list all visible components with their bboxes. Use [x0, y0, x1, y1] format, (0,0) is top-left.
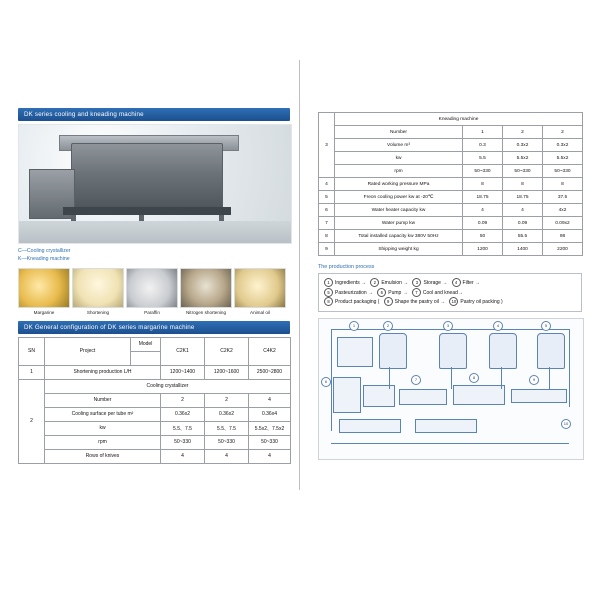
cell-v1: 8 — [463, 178, 503, 191]
step-number: 10 — [449, 297, 458, 306]
cell-v3: 50~330 — [543, 165, 583, 178]
header-c2k2: C2K2 — [205, 337, 249, 365]
cell-v2: 18.75 — [503, 191, 543, 204]
step-text: Product packaging ( — [335, 298, 380, 305]
cell-item: rpm — [335, 165, 463, 178]
cell-c2k1: 2 — [161, 393, 205, 407]
step-text: Cool and knead→ — [422, 289, 463, 296]
thumbnail-caption: Shortening — [86, 309, 110, 315]
header-c2k1: C2K1 — [161, 337, 205, 365]
flow-tank — [489, 333, 517, 369]
cell-c2k2: 5.5、7.5 — [205, 421, 249, 435]
cell-sn: 1 — [19, 365, 45, 379]
cell-v1: 1200 — [463, 243, 503, 256]
flow-callout: 9 — [529, 375, 539, 385]
cell-item: Freon cooling power kw at -20℃ — [335, 191, 463, 204]
cell-v3: 8 — [543, 178, 583, 191]
cell-project: Cooling surface per tube m² — [45, 407, 161, 421]
step-number: 4 — [452, 278, 461, 287]
table-row — [19, 421, 291, 435]
production-process-list — [318, 273, 582, 312]
photo-legend — [18, 248, 290, 264]
legend-line-c: C—Cooling crystallizer — [18, 248, 71, 254]
step-text: Filter → — [462, 279, 481, 286]
thumbnail-image — [72, 268, 124, 308]
cell-v3: 98 — [543, 230, 583, 243]
flow-machine-head — [337, 337, 373, 367]
flow-callout: 2 — [383, 321, 393, 331]
cell-item: Water pump kw — [335, 217, 463, 230]
cell-c2k1: 5.5、7.5 — [161, 421, 205, 435]
thumbnail-image — [18, 268, 70, 308]
cell-sn: 6 — [319, 204, 335, 217]
cell-c2k1: 1200~1400 — [161, 365, 205, 379]
flow-base-frame — [415, 419, 477, 433]
flow-callout: 5 — [541, 321, 551, 331]
step-text: Storage → — [423, 279, 448, 286]
table-row — [19, 435, 291, 449]
thumbnail-caption: Paraffin — [144, 309, 160, 315]
cell-c4k2: 2500~2800 — [249, 365, 291, 379]
cell-sn: 3 — [319, 113, 335, 178]
thumbnail-animal-oil — [234, 268, 286, 315]
step-text: Shape the pastry oil → — [394, 298, 446, 305]
cell-v1: 0.3 — [463, 139, 503, 152]
cell-item: kw — [335, 152, 463, 165]
cell-c4k2: 4 — [249, 449, 291, 463]
configuration-table — [18, 337, 291, 464]
cell-v3: 5.5x2 — [543, 152, 583, 165]
cell-project: Cooling crystallizer — [45, 379, 291, 393]
cell-v3: 37.5 — [543, 191, 583, 204]
flow-pipe — [569, 329, 570, 407]
specification-table — [318, 112, 583, 256]
table-row — [319, 165, 583, 178]
table-row — [19, 365, 291, 379]
flow-callout: 4 — [493, 321, 503, 331]
flow-callout: 8 — [469, 373, 479, 383]
machine-body — [71, 143, 223, 209]
photo-floor — [19, 221, 291, 243]
step-number: 2 — [370, 278, 379, 287]
step-text: Pastry oil packing ) — [460, 298, 503, 305]
cell-item: Number — [335, 126, 463, 139]
thumbnail-nitrogen-shortening — [180, 268, 232, 315]
cell-v3: 2200 — [543, 243, 583, 256]
cell-sn: 9 — [319, 243, 335, 256]
header-project: Project — [45, 337, 131, 365]
cell-project: Shortening production L/H — [45, 365, 161, 379]
config-title-bar: DK General configuration of DK series margarine machine — [18, 321, 290, 334]
cell-item: Total installed capacity kw 380V 50Hz — [335, 230, 463, 243]
table-row — [319, 217, 583, 230]
cell-v2: 0.3x2 — [503, 139, 543, 152]
cell-c2k1: 0.36x2 — [161, 407, 205, 421]
table-row — [319, 152, 583, 165]
table-row — [319, 139, 583, 152]
table-row — [19, 393, 291, 407]
header-model-blank — [131, 351, 161, 365]
table-row — [19, 407, 291, 421]
cell-v1: 50~330 — [463, 165, 503, 178]
left-column — [18, 108, 290, 464]
machine-base — [63, 207, 231, 215]
cell-item: Water heater capacity kw — [335, 204, 463, 217]
cell-v3: 0.09x2 — [543, 217, 583, 230]
flow-callout: 7 — [411, 375, 421, 385]
step-text: Ingredients → — [335, 279, 367, 286]
flow-pipe — [549, 367, 550, 389]
cell-item: Shipping weight kg — [335, 243, 463, 256]
cell-v2: 5.5x2 — [503, 152, 543, 165]
flow-tank — [439, 333, 467, 369]
cell-item: Volume m³ — [335, 139, 463, 152]
flow-pipe — [331, 329, 332, 431]
cell-project: Number — [45, 393, 161, 407]
flow-callout: 3 — [443, 321, 453, 331]
step-text: Emulsion → — [381, 279, 409, 286]
cell-c2k1: 4 — [161, 449, 205, 463]
thumbnail-image — [180, 268, 232, 308]
thumbnail-caption: Nitrogen shortening — [185, 309, 227, 315]
cell-sn: 8 — [319, 230, 335, 243]
flow-callout: 10 — [561, 419, 571, 429]
table-row — [319, 126, 583, 139]
cell-c4k2: 5.5x2、7.5x2 — [249, 421, 291, 435]
cell-v1: 1 — [463, 126, 503, 139]
right-column — [318, 112, 582, 460]
cell-v3: 0.3x2 — [543, 139, 583, 152]
flow-packing-unit — [453, 385, 505, 405]
step-number: 9 — [384, 297, 393, 306]
process-section-title: The production process — [318, 264, 375, 270]
column-divider — [299, 60, 300, 490]
step-number: 7 — [412, 288, 421, 297]
flow-tank — [379, 333, 407, 369]
header-c4k2: C4K2 — [249, 337, 291, 365]
cell-project: Rows of knives — [45, 449, 161, 463]
flow-pipe — [451, 367, 452, 389]
flow-conveyor — [399, 389, 447, 405]
cell-c4k2: 50~330 — [249, 435, 291, 449]
table-row — [19, 449, 291, 463]
cell-v2: 50~330 — [503, 165, 543, 178]
cell-v3: 2 — [543, 126, 583, 139]
cell-v2: 1400 — [503, 243, 543, 256]
cell-project: rpm — [45, 435, 161, 449]
step-number: 8 — [324, 297, 333, 306]
cell-sn: 2 — [19, 379, 45, 463]
thumbnail-margarine — [18, 268, 70, 315]
flow-tank — [537, 333, 565, 369]
cell-v1: 18.75 — [463, 191, 503, 204]
cell-item: Rated working pressure MPa — [335, 178, 463, 191]
process-flow-diagram — [318, 318, 584, 460]
cell-c4k2: 4 — [249, 393, 291, 407]
table-row — [319, 191, 583, 204]
header-sn: SN — [19, 337, 45, 365]
step-number: 3 — [412, 278, 421, 287]
thumbnail-caption: Animal oil — [250, 309, 270, 315]
header-model: Model — [131, 337, 161, 351]
thumbnail-shortening — [72, 268, 124, 315]
cell-sn: 7 — [319, 217, 335, 230]
table-row — [319, 243, 583, 256]
table-row — [19, 379, 291, 393]
product-thumbnails — [18, 268, 290, 315]
cell-v1: 4 — [463, 204, 503, 217]
cell-project: kw — [45, 421, 161, 435]
cell-v2: 8 — [503, 178, 543, 191]
cell-v1: 5.5 — [463, 152, 503, 165]
table-row — [319, 230, 583, 243]
flow-callout: 1 — [349, 321, 359, 331]
cell-sn: 4 — [319, 178, 335, 191]
table-header-row — [19, 337, 291, 351]
table-row — [319, 178, 583, 191]
thumbnail-image — [234, 268, 286, 308]
step-text: Pasteurization → — [335, 289, 374, 296]
flow-output-belt — [511, 389, 567, 403]
cell-v1: 50 — [463, 230, 503, 243]
step-text: Pump → — [388, 289, 408, 296]
cell-v3: 4x2 — [543, 204, 583, 217]
cell-c2k2: 2 — [205, 393, 249, 407]
cell-c2k2: 0.36x2 — [205, 407, 249, 421]
step-number: 6 — [377, 288, 386, 297]
cell-c4k2: 0.36x4 — [249, 407, 291, 421]
table-row — [319, 113, 583, 126]
cell-item: Kneading machine — [335, 113, 583, 126]
cell-c2k2: 4 — [205, 449, 249, 463]
flow-base-frame — [339, 419, 401, 433]
flow-pipe — [389, 367, 390, 389]
flow-pipe — [501, 367, 502, 389]
cell-v2: 2 — [503, 126, 543, 139]
flow-pipe — [331, 443, 569, 444]
cell-c2k2: 50~330 — [205, 435, 249, 449]
machine-photo — [18, 124, 292, 244]
step-number: 5 — [324, 288, 333, 297]
legend-line-k: K—Kneading machine — [18, 255, 70, 262]
thumbnail-paraffin — [126, 268, 178, 315]
cell-v2: 4 — [503, 204, 543, 217]
flow-machine-body — [333, 377, 361, 413]
cell-c2k1: 50~330 — [161, 435, 205, 449]
flow-machine-unit — [363, 385, 395, 407]
cell-v1: 0.09 — [463, 217, 503, 230]
cell-v2: 0.09 — [503, 217, 543, 230]
left-title-bar: DK series cooling and kneading machine — [18, 108, 290, 121]
cell-sn: 5 — [319, 191, 335, 204]
flow-callout: 6 — [321, 377, 331, 387]
step-number: 1 — [324, 278, 333, 287]
cell-v2: 55.5 — [503, 230, 543, 243]
thumbnail-image — [126, 268, 178, 308]
thumbnail-caption: Margarine — [33, 309, 55, 315]
table-row — [319, 204, 583, 217]
cell-c2k2: 1200~1600 — [205, 365, 249, 379]
